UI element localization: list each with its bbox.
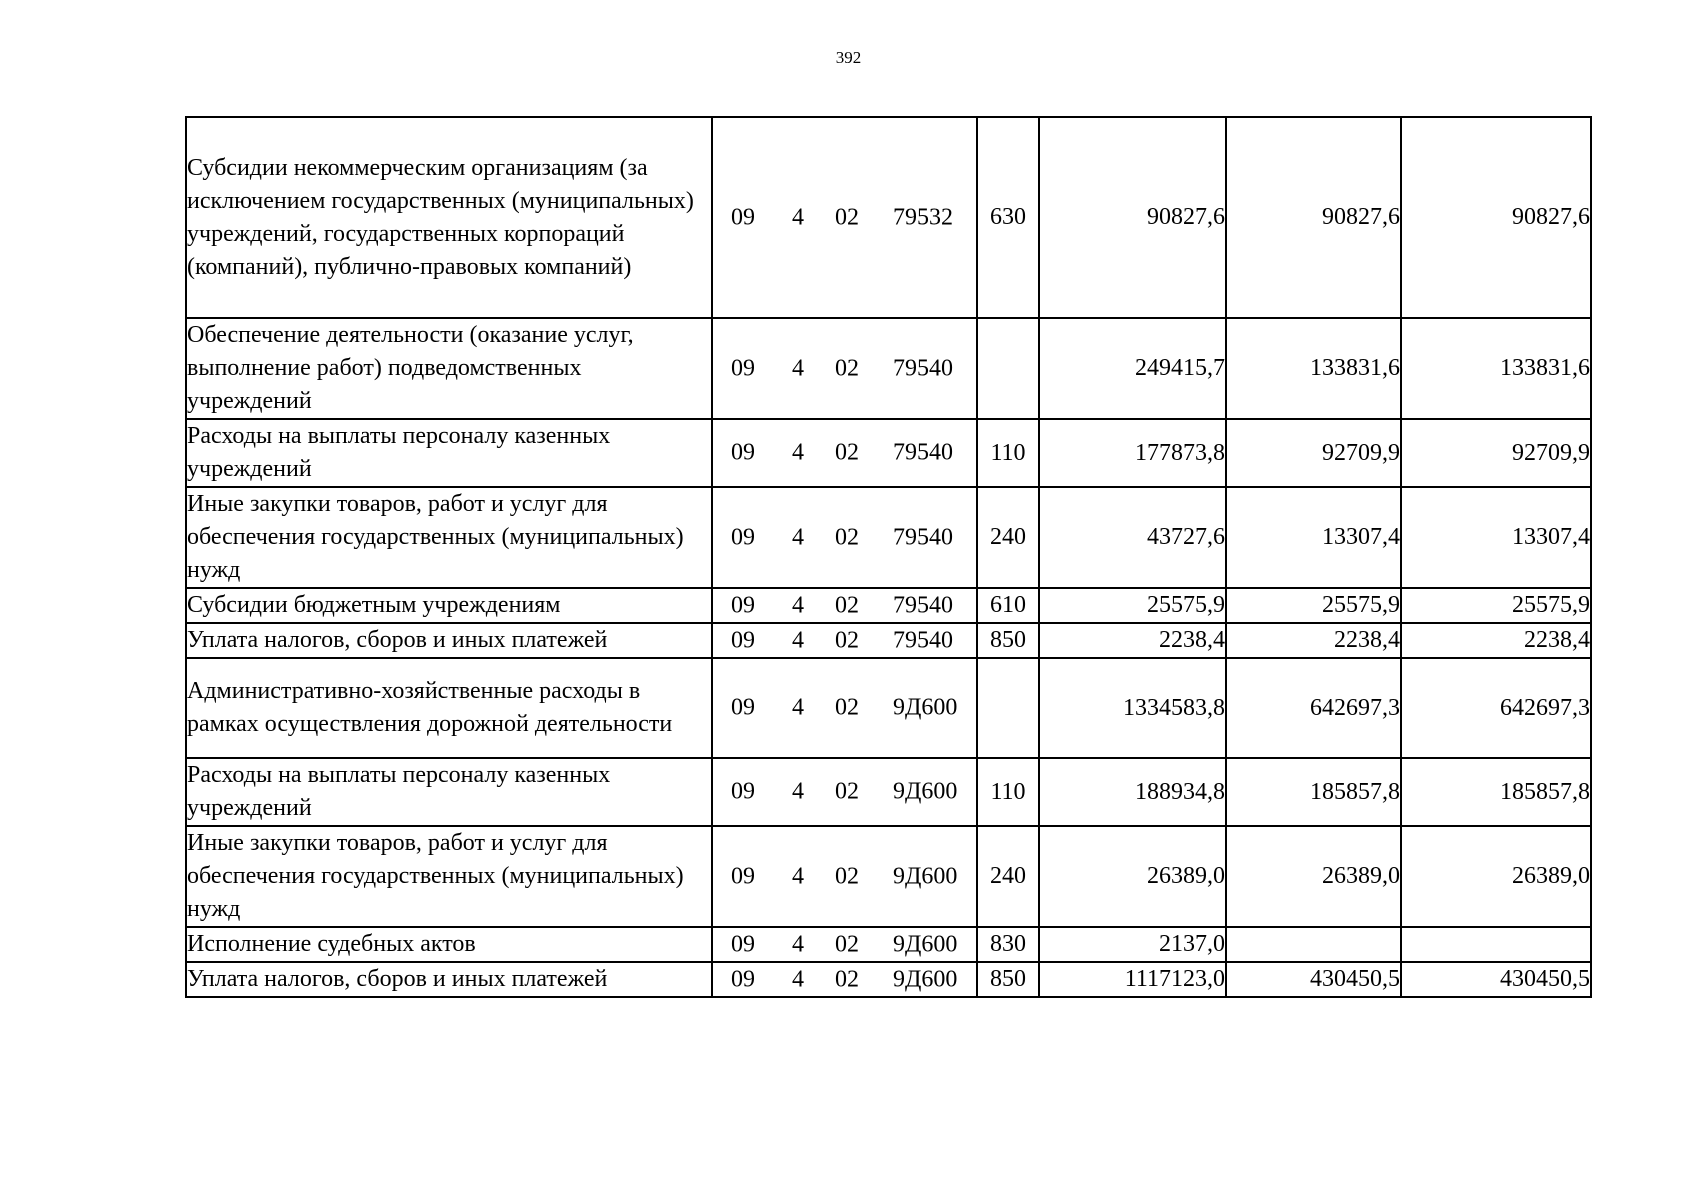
expense-type-code: [977, 318, 1039, 419]
expense-type-code: 850: [977, 962, 1039, 997]
amount-3: 185857,8: [1401, 758, 1591, 826]
row-name: Иные закупки товаров, работ и услуг для обеспечения государственных (муниципальных) нужд: [187, 830, 684, 922]
section-code: 09: [731, 592, 755, 618]
expense-type-code: [977, 658, 1039, 758]
row-name-cell: [186, 419, 712, 487]
amount-3: 133831,6: [1401, 318, 1591, 419]
expense-type-code: 240: [977, 826, 1039, 927]
amount-2: 13307,4: [1226, 487, 1401, 588]
row-name-cell: [186, 927, 712, 962]
amount-2: 185857,8: [1226, 758, 1401, 826]
section-code: 09: [731, 627, 755, 653]
program-code: 4: [792, 863, 804, 889]
article-code: 79540: [893, 439, 953, 466]
amount-1: 26389,0: [1039, 826, 1226, 927]
amount-2: 25575,9: [1226, 588, 1401, 623]
section-code: 09: [731, 439, 755, 466]
section-code: 09: [731, 863, 755, 889]
codes-cell: [712, 419, 977, 487]
section-code: 09: [731, 778, 755, 805]
program-code: 4: [792, 524, 804, 550]
row-name-cell: [186, 826, 712, 927]
article-code: 79540: [893, 592, 953, 618]
budget-table: [185, 116, 1592, 998]
table-row: [186, 588, 1591, 623]
article-code: 79532: [893, 204, 953, 230]
table-row: [186, 419, 1591, 487]
amount-3: 26389,0: [1401, 826, 1591, 927]
codes-cell: [712, 588, 977, 623]
expense-type-code: 610: [977, 588, 1039, 623]
program-code: 4: [792, 966, 804, 992]
codes-cell: [712, 658, 977, 758]
row-name: Расходы на выплаты персоналу казенных учреждений: [187, 423, 611, 482]
row-name: Уплата налогов, сборов и иных платежей: [187, 966, 608, 992]
row-name-cell: [186, 588, 712, 623]
table-row: [186, 318, 1591, 419]
article-code: 9Д600: [893, 863, 958, 889]
table-row: [186, 758, 1591, 826]
table-row: [186, 487, 1591, 588]
row-name: Уплата налогов, сборов и иных платежей: [187, 627, 608, 653]
row-name: Административно-хозяйственные расходы в рамках осуществления дорожной деятельности: [187, 678, 673, 737]
program-code: 4: [792, 778, 804, 805]
row-name-cell: [186, 318, 712, 419]
amount-2: 90827,6: [1226, 117, 1401, 318]
expense-type-code: 110: [977, 419, 1039, 487]
section-code: 09: [731, 204, 755, 230]
table-row: [186, 623, 1591, 658]
program-code: 4: [792, 627, 804, 653]
codes-cell: [712, 623, 977, 658]
codes-cell: [712, 318, 977, 419]
article-code: 9Д600: [893, 931, 958, 957]
amount-1: 188934,8: [1039, 758, 1226, 826]
amount-1: 2137,0: [1039, 927, 1226, 962]
expense-type-code: 850: [977, 623, 1039, 658]
section-code: 09: [731, 355, 755, 381]
section-code: 09: [731, 694, 755, 721]
article-code: 9Д600: [893, 778, 958, 805]
table-row: [186, 927, 1591, 962]
article-code: 79540: [893, 524, 953, 550]
codes-cell: [712, 117, 977, 318]
subprogram-code: 02: [835, 966, 859, 992]
section-code: 09: [731, 966, 755, 992]
codes-cell: [712, 962, 977, 997]
budget-table-body: [186, 117, 1591, 997]
program-code: 4: [792, 439, 804, 466]
subprogram-code: 02: [835, 863, 859, 889]
amount-2: 430450,5: [1226, 962, 1401, 997]
subprogram-code: 02: [835, 524, 859, 550]
amount-1: 43727,6: [1039, 487, 1226, 588]
table-row: [186, 117, 1591, 318]
expense-type-code: 830: [977, 927, 1039, 962]
amount-1: 1117123,0: [1039, 962, 1226, 997]
section-code: 09: [731, 524, 755, 550]
amount-1: 1334583,8: [1039, 658, 1226, 758]
amount-3: [1401, 927, 1591, 962]
row-name-cell: [186, 487, 712, 588]
amount-3: 430450,5: [1401, 962, 1591, 997]
row-name: Расходы на выплаты персоналу казенных учреждений: [187, 762, 611, 821]
amount-3: 92709,9: [1401, 419, 1591, 487]
row-name: Иные закупки товаров, работ и услуг для обеспечения государственных (муниципальных) нужд: [187, 491, 684, 583]
amount-1: 177873,8: [1039, 419, 1226, 487]
row-name: Субсидии некоммерческим организациям (за исключением государственных (муниципальных) учреждений, государственных корпораций (компаний), публично-правовых компаний): [187, 154, 694, 280]
article-code: 79540: [893, 627, 953, 653]
article-code: 79540: [893, 355, 953, 381]
subprogram-code: 02: [835, 355, 859, 381]
amount-3: 90827,6: [1401, 117, 1591, 318]
amount-2: 26389,0: [1226, 826, 1401, 927]
program-code: 4: [792, 355, 804, 381]
amount-2: 642697,3: [1226, 658, 1401, 758]
page-number: 392: [835, 48, 862, 67]
row-name-cell: [186, 117, 712, 318]
program-code: 4: [792, 931, 804, 957]
amount-1: 25575,9: [1039, 588, 1226, 623]
subprogram-code: 02: [835, 592, 859, 618]
row-name: Субсидии бюджетным учреждениям: [187, 592, 561, 618]
row-name: Обеспечение деятельности (оказание услуг, выполнение работ) подведомственных учреждений: [187, 322, 634, 414]
subprogram-code: 02: [835, 694, 859, 721]
program-code: 4: [792, 592, 804, 618]
amount-1: 90827,6: [1039, 117, 1226, 318]
codes-cell: [712, 487, 977, 588]
amount-3: 642697,3: [1401, 658, 1591, 758]
subprogram-code: 02: [835, 778, 859, 805]
amount-2: 2238,4: [1226, 623, 1401, 658]
row-name-cell: [186, 962, 712, 997]
program-code: 4: [792, 694, 804, 721]
amount-3: 13307,4: [1401, 487, 1591, 588]
amount-3: 25575,9: [1401, 588, 1591, 623]
section-code: 09: [731, 931, 755, 957]
amount-2: [1226, 927, 1401, 962]
codes-cell: [712, 826, 977, 927]
subprogram-code: 02: [835, 439, 859, 466]
row-name-cell: [186, 658, 712, 758]
article-code: 9Д600: [893, 966, 958, 992]
expense-type-code: 240: [977, 487, 1039, 588]
subprogram-code: 02: [835, 204, 859, 230]
subprogram-code: 02: [835, 627, 859, 653]
row-name: Исполнение судебных актов: [187, 931, 476, 957]
amount-1: 249415,7: [1039, 318, 1226, 419]
expense-type-code: 110: [977, 758, 1039, 826]
expense-type-code: 630: [977, 117, 1039, 318]
amount-1: 2238,4: [1039, 623, 1226, 658]
row-name-cell: [186, 758, 712, 826]
program-code: 4: [792, 204, 804, 230]
amount-2: 133831,6: [1226, 318, 1401, 419]
article-code: 9Д600: [893, 694, 958, 721]
amount-3: 2238,4: [1401, 623, 1591, 658]
table-row: [186, 962, 1591, 997]
subprogram-code: 02: [835, 931, 859, 957]
row-name-cell: [186, 623, 712, 658]
codes-cell: [712, 758, 977, 826]
table-row: [186, 658, 1591, 758]
table-row: [186, 826, 1591, 927]
codes-cell: [712, 927, 977, 962]
amount-2: 92709,9: [1226, 419, 1401, 487]
